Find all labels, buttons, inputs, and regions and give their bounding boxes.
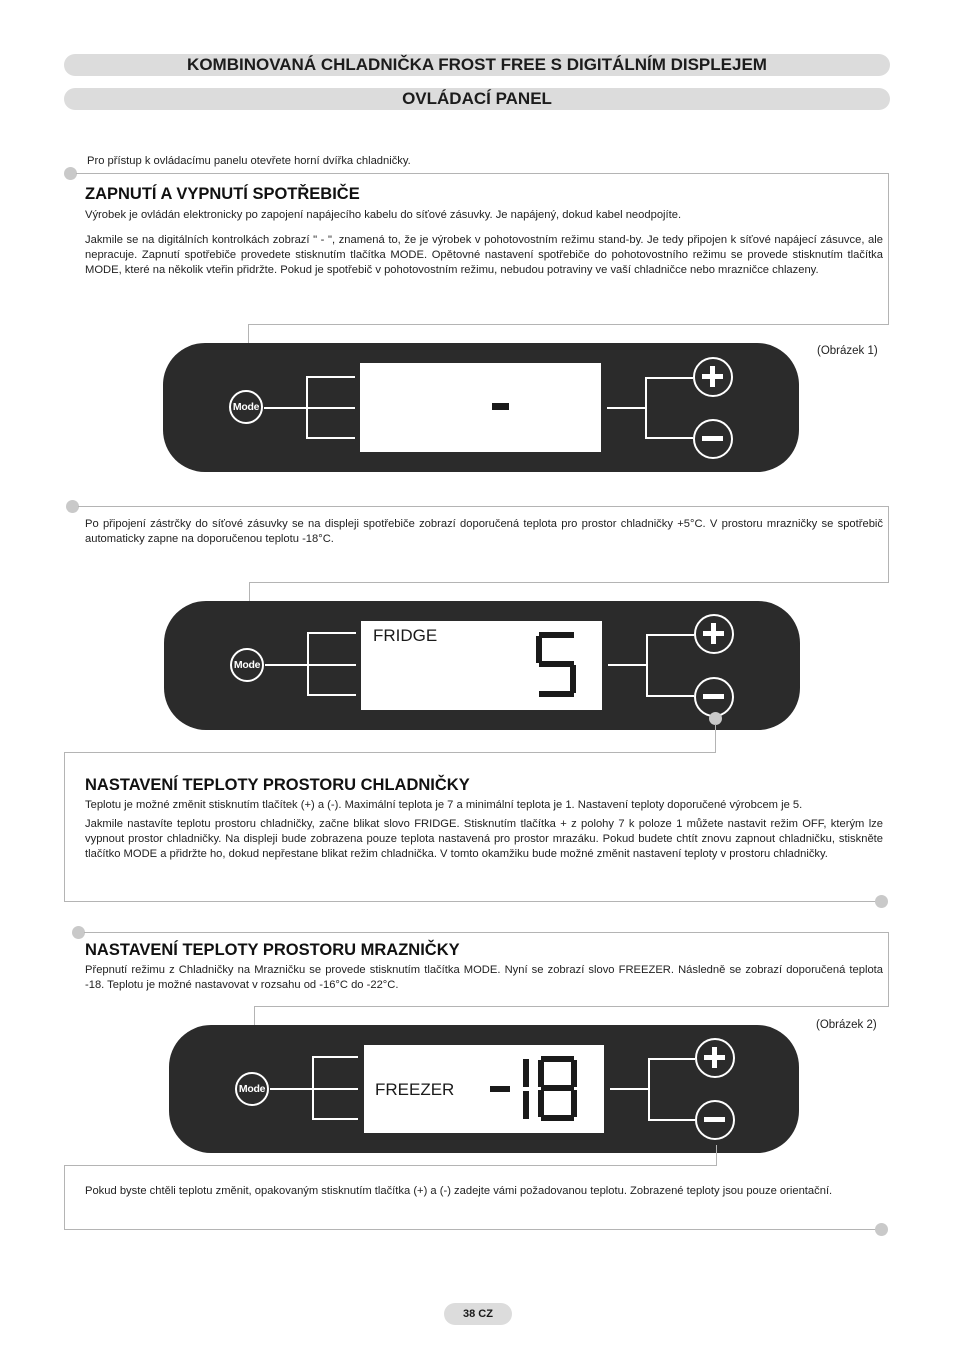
plus-icon bbox=[697, 1040, 732, 1075]
display-digits bbox=[490, 1055, 582, 1123]
frame-line bbox=[64, 752, 65, 902]
wire bbox=[312, 1118, 358, 1120]
plus-button[interactable] bbox=[694, 614, 734, 654]
minus-icon bbox=[695, 421, 730, 456]
plus-button[interactable] bbox=[693, 357, 733, 397]
lcd-word-freezer: FREEZER bbox=[375, 1080, 455, 1099]
lcd-display bbox=[361, 621, 602, 710]
page-number: 38 CZ bbox=[444, 1303, 512, 1325]
plus-icon bbox=[696, 616, 731, 651]
plus-button[interactable] bbox=[695, 1038, 735, 1078]
mode-button[interactable]: Mode bbox=[230, 648, 264, 682]
section-text: Po připojení zástrčky do síťové zásuvky se na displeji spotřebiče zobrazí doporučená teplota pro prostor chladničky +5°C. V prostoru mrazničky se spotřebič automaticky zapne na doporučenou teplotu -18°C. bbox=[85, 518, 883, 545]
frame-line bbox=[64, 901, 876, 902]
wire bbox=[265, 664, 307, 666]
frame-line bbox=[254, 1006, 889, 1007]
callout-dot bbox=[875, 895, 888, 908]
callout-dot bbox=[875, 1223, 888, 1236]
wire bbox=[270, 1088, 312, 1090]
frame-line bbox=[249, 582, 889, 583]
section-text: Jakmile se na digitálních kontrolkách zobrazí " - ", znamená to, že je výrobek v pohotovostním režimu stand-by. Je tedy připojen k síťové napájecí zásuvce, ale nepracuje. Zapnutí spotřebiče provedete stisknutím tlačítka MODE. Opětovné nastavení spotřebiče do pohotovostního režimu se provede stisknutím tlačítka MODE, které na několik vteřin přidržte. Pokud je spotřebič v pohotovostním režimu, nebudou potraviny ve vaší chladničce nebo mrazničce chlazeny. bbox=[85, 234, 883, 276]
wire bbox=[646, 634, 648, 697]
mode-button[interactable]: Mode bbox=[235, 1072, 269, 1106]
plus-icon bbox=[695, 359, 730, 394]
display-digit bbox=[533, 631, 579, 699]
callout-line bbox=[716, 1145, 717, 1166]
wire bbox=[306, 437, 355, 439]
page-subtitle: OVLÁDACÍ PANEL bbox=[64, 88, 890, 110]
figure-caption: (Obrázek 2) bbox=[816, 1019, 877, 1031]
section-text: Jakmile nastavíte teplotu prostoru chladničky, začne blikat slovo FRIDGE. Stisknutím tlačítka + z polohy 7 k poloze 1 můžete nastavit režim OFF, kterým lze vypnout prostor chladničky. Na displeji bude zobrazena pouze teplota nastavená pro prostor mrazáku. Pokud budete chtít znovu zapnout chladničku, stiskněte tlačítko MODE a přidržte ho, dokud nepřestane blikat režim chladnička. V tomto okamžiku bude možné změnit nastavení teploty v prostoru chladničky. bbox=[85, 818, 883, 860]
minus-icon bbox=[696, 679, 731, 714]
section-text: Teplotu je možné změnit stisknutím tlačítek (+) a (-). Maximální teplota je 7 a minimální teplota je 1. Nastavení teploty doporučené výrobcem je 5. bbox=[85, 799, 803, 811]
control-panel bbox=[164, 601, 800, 730]
wire bbox=[645, 377, 693, 379]
minus-button[interactable] bbox=[693, 419, 733, 459]
wire bbox=[306, 407, 355, 409]
wire bbox=[648, 1119, 695, 1121]
section-heading-freezer: NASTAVENÍ TEPLOTY PROSTORU MRAZNIČKY bbox=[85, 941, 460, 959]
wire bbox=[607, 407, 645, 409]
frame-line bbox=[84, 932, 889, 933]
control-panel bbox=[169, 1025, 799, 1153]
frame-line bbox=[64, 1165, 65, 1230]
frame-line bbox=[888, 506, 889, 583]
wire bbox=[645, 377, 647, 439]
wire bbox=[648, 1058, 650, 1121]
mode-button[interactable]: Mode bbox=[229, 390, 263, 424]
section-text: Výrobek je ovládán elektronicky po zapojení napájecího kabelu do síťové zásuvky. Je napájený, dokud kabel neodpojíte. bbox=[85, 209, 682, 221]
frame-line bbox=[248, 324, 889, 325]
wire bbox=[648, 1058, 695, 1060]
wire bbox=[307, 694, 356, 696]
wire bbox=[307, 664, 356, 666]
frame-line bbox=[888, 173, 889, 325]
section-text: Přepnutí režimu z Chladničky na Mrazničku se provede stisknutím tlačítka MODE. Nyní se zobrazí slovo FREEZER. Následně se zobrazí doporučená teplota -18. Teplotu je možné nastavovat v rozsahu od -16°C do -22°C. bbox=[85, 964, 883, 991]
frame-line bbox=[64, 1229, 876, 1230]
wire bbox=[646, 634, 694, 636]
section-text: Pokud byste chtěli teplotu změnit, opakovaným stisknutím tlačítka (+) a (-) zadejte vámi požadovanou teplotu. Zobrazené teploty jsou pouze orientační. bbox=[85, 1185, 833, 1197]
figure-caption: (Obrázek 1) bbox=[817, 345, 878, 357]
lcd-word-fridge: FRIDGE bbox=[373, 626, 438, 645]
wire bbox=[312, 1088, 358, 1090]
callout-line bbox=[715, 724, 716, 753]
wire bbox=[608, 664, 646, 666]
wire bbox=[306, 376, 355, 378]
frame-line bbox=[64, 752, 716, 753]
intro-text: Pro přístup k ovládacímu panelu otevřete horní dvířka chladničky. bbox=[87, 155, 411, 167]
minus-icon bbox=[697, 1102, 732, 1137]
wire bbox=[312, 1056, 358, 1058]
wire bbox=[646, 695, 694, 697]
frame-line bbox=[76, 173, 889, 174]
frame-line bbox=[888, 932, 889, 1007]
wire bbox=[610, 1088, 648, 1090]
lcd-display bbox=[364, 1045, 604, 1133]
lcd-display bbox=[360, 363, 601, 452]
frame-line bbox=[78, 506, 889, 507]
display-dash bbox=[492, 403, 509, 410]
wire bbox=[645, 437, 693, 439]
frame-line bbox=[64, 1165, 717, 1166]
minus-button[interactable] bbox=[694, 677, 734, 717]
minus-button[interactable] bbox=[695, 1100, 735, 1140]
wire bbox=[264, 407, 306, 409]
control-panel bbox=[163, 343, 799, 472]
section-heading-power: ZAPNUTÍ A VYPNUTÍ SPOTŘEBIČE bbox=[85, 185, 360, 203]
wire bbox=[307, 632, 356, 634]
page-title: KOMBINOVANÁ CHLADNIČKA FROST FREE S DIGITÁLNÍM DISPLEJEM bbox=[64, 54, 890, 76]
section-heading-fridge: NASTAVENÍ TEPLOTY PROSTORU CHLADNIČKY bbox=[85, 776, 470, 794]
